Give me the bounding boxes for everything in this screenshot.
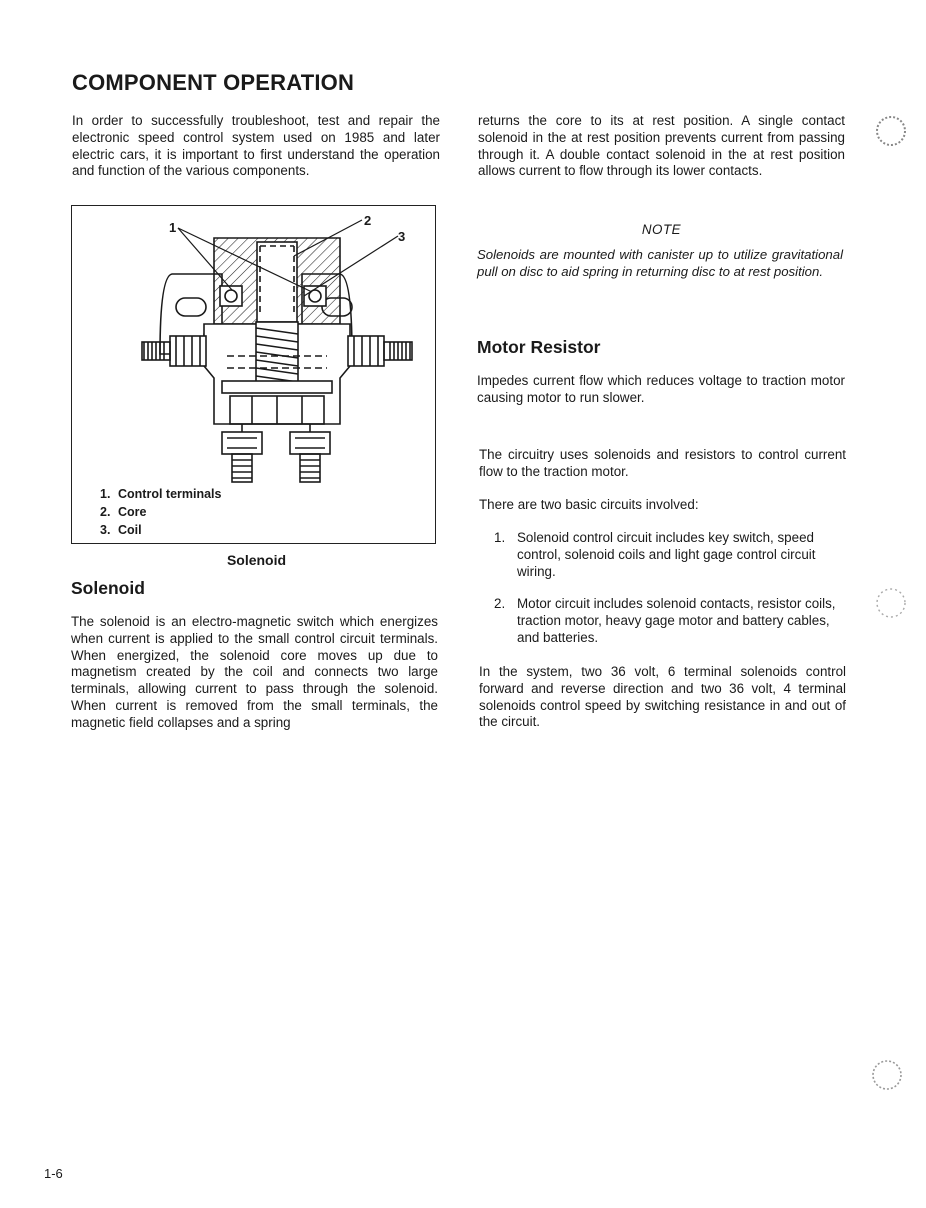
page-title: COMPONENT OPERATION — [72, 70, 355, 95]
callout-3: 3 — [398, 229, 406, 244]
note-title: NOTE — [641, 222, 682, 237]
solenoid-paragraph: The solenoid is an electro-magnetic switch which energizes when current is applied to the small control circuit terminals. When energized, the solenoid core moves up due to magnetism created by the coil and connects two large terminals, allowing current to pass through the solenoid. When current is removed from the small terminals, the magnetic field collapses and a spring — [71, 614, 438, 730]
page-number: 1-6 — [44, 1166, 63, 1181]
list-item: 1. Solenoid control circuit includes key switch, speed control, solenoid coils and light gage control circuit wiring. — [494, 530, 816, 579]
circuit-list — [479, 530, 847, 663]
figure-caption: Solenoid — [226, 552, 287, 568]
system-paragraph: In the system, two 36 volt, 6 terminal solenoids control forward and reverse direction and two 36 volt, 4 terminal solenoids control speed by switching resistance in and out of the circuit. — [479, 664, 846, 730]
list-item: 2. Motor circuit includes solenoid contacts, resistor coils, traction motor, heavy gage motor and battery cables, and batteries. — [494, 596, 836, 645]
callout-1: 1 — [169, 220, 177, 235]
legend-item: 3. Coil — [100, 523, 142, 537]
binder-hole-icon — [874, 114, 908, 148]
legend-item: 2. Core — [100, 505, 147, 519]
basic-circuits-paragraph: There are two basic circuits involved: — [479, 497, 699, 512]
circuitry-paragraph: The circuitry uses solenoids and resistors to control current flow to the traction motor. — [479, 447, 846, 479]
legend-item: 1. Control terminals — [100, 487, 222, 501]
callout-2: 2 — [364, 213, 372, 228]
intro-paragraph: In order to successfully troubleshoot, test and repair the electronic speed control system used on 1985 and later electric cars, it is important to first understand the operation and function of the various components. — [72, 113, 440, 179]
solenoid-heading: Solenoid — [71, 578, 145, 598]
continuation-paragraph: returns the core to its at rest position. A single contact solenoid in the at rest position prevents current from passing through it. A double contact solenoid in the at rest position allows current to flow through its lower contacts. — [478, 113, 845, 179]
motor-resistor-paragraph: Impedes current flow which reduces voltage to traction motor causing motor to run slower. — [477, 373, 845, 405]
binder-hole-icon — [870, 1058, 904, 1092]
motor-resistor-heading: Motor Resistor — [477, 337, 601, 357]
figure-legend — [100, 485, 222, 539]
note-body: Solenoids are mounted with canister up to utilize gravitational pull on disc to aid spring in returning disc to at rest position. — [477, 247, 843, 279]
binder-hole-icon — [874, 586, 908, 620]
